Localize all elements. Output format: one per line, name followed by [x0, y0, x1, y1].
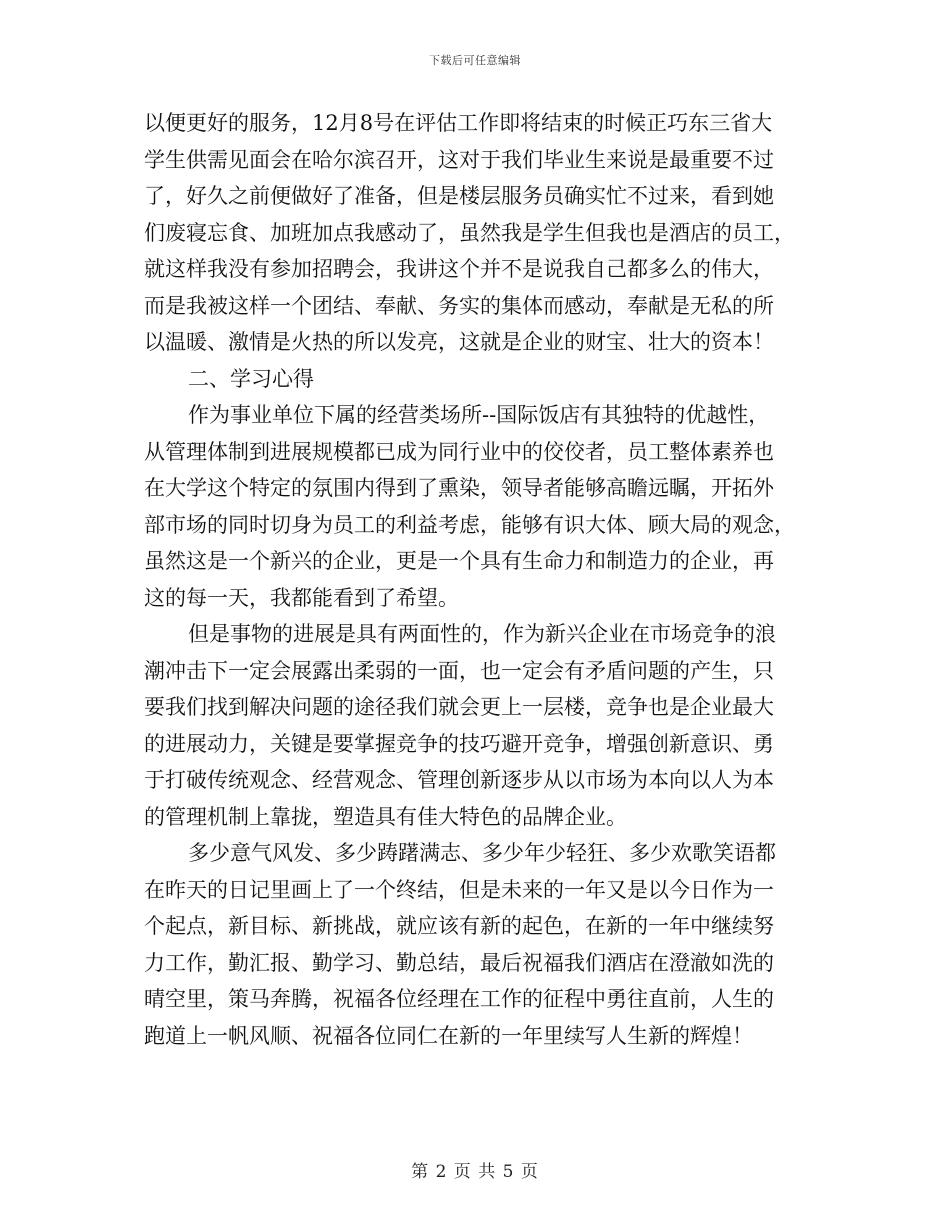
- body-line-11: 在大学这个特定的氛围内得到了熏染，领导者能够高瞻远瞩，开拓外: [144, 476, 774, 500]
- body-line-3: 了，好久之前便做好了准备，但是楼层服务员确实忙不过来，看到她: [144, 184, 774, 208]
- body-line-7: 以温暖、激情是火热的所以发亮，这就是企业的财宝、壮大的资本！: [144, 330, 774, 354]
- paragraph-start: 但是事物的进展是具有两面性的，作为新兴企业在市场竞争的浪: [188, 622, 776, 646]
- body-line-16: 潮冲击下一定会展露出柔弱的一面，也一定会有矛盾问题的产生，只: [144, 658, 774, 683]
- body-line-4: 们废寝忘食、加班加点我感动了，虽然我是学生但我也是酒店的员工，: [144, 220, 795, 245]
- body-line-5: 就这样我没有参加招聘会，我讲这个并不是说我自己都多么的伟大，: [144, 257, 774, 281]
- body-line-1: 以便更好的服务，12月8号在评估工作即将结束的时候正巧东三省大: [144, 111, 773, 135]
- body-line-24: 力工作，勤汇报、勤学习、勤总结，最后祝福我们酒店在澄澈如洗的: [144, 950, 774, 975]
- body-line-22: 在昨天的日记里画上了一个终结，但是未来的一年又是以今日作为一: [144, 877, 774, 902]
- paragraph-start: 多少意气风发、多少踌躇满志、多少年少轻狂、多少欢歌笑语都: [188, 841, 776, 865]
- body-line-2: 学生供需见面会在哈尔滨召开，这对于我们毕业生来说是最重要不过: [144, 147, 774, 172]
- body-line-20: 的管理机制上靠拢，塑造具有佳大特色的品牌企业。: [144, 804, 627, 829]
- page-header: 下载后可任意编辑: [429, 54, 521, 67]
- body-line-23: 个起点，新目标、新挑战，就应该有新的起色，在新的一年中继续努: [144, 914, 774, 938]
- body-line-14: 这的每一天，我都能看到了希望。: [144, 585, 459, 610]
- body-line-17: 要我们找到解决问题的途径我们就会更上一层楼，竞争也是企业最大: [144, 695, 774, 719]
- page-number-footer: 第 2 页 共 5 页: [411, 1162, 539, 1182]
- body-line-10: 从管理体制到进展规模都已成为同行业中的佼佼者，员工整体素养也: [144, 439, 774, 464]
- body-line-26: 跑道上一帆风顺、祝福各位同仁在新的一年里续写人生新的辉煌！: [144, 1023, 753, 1048]
- body-line-13: 虽然这是一个新兴的企业，更是一个具有生命力和制造力的企业，再: [144, 549, 774, 573]
- document-body: [144, 105, 806, 1054]
- body-line-19: 于打破传统观念、经营观念、管理创新逐步从以市场为本向以人为本: [144, 768, 774, 792]
- body-line-25: 晴空里，策马奔腾，祝福各位经理在工作的征程中勇往直前，人生的: [144, 987, 774, 1011]
- body-line-6: 而是我被这样一个团结、奉献、务实的集体而感动，奉献是无私的所: [144, 293, 774, 318]
- body-line-18: 的进展动力，关键是要掌握竞争的技巧避开竞争，增强创新意识、勇: [144, 731, 774, 756]
- section-heading: 二、学习心得: [188, 366, 314, 391]
- paragraph-start: 作为事业单位下属的经营类场所--国际饭店有其独特的优越性，: [188, 403, 770, 427]
- body-line-12: 部市场的同时切身为员工的利益考虑，能够有识大体、顾大局的观念，: [144, 512, 795, 537]
